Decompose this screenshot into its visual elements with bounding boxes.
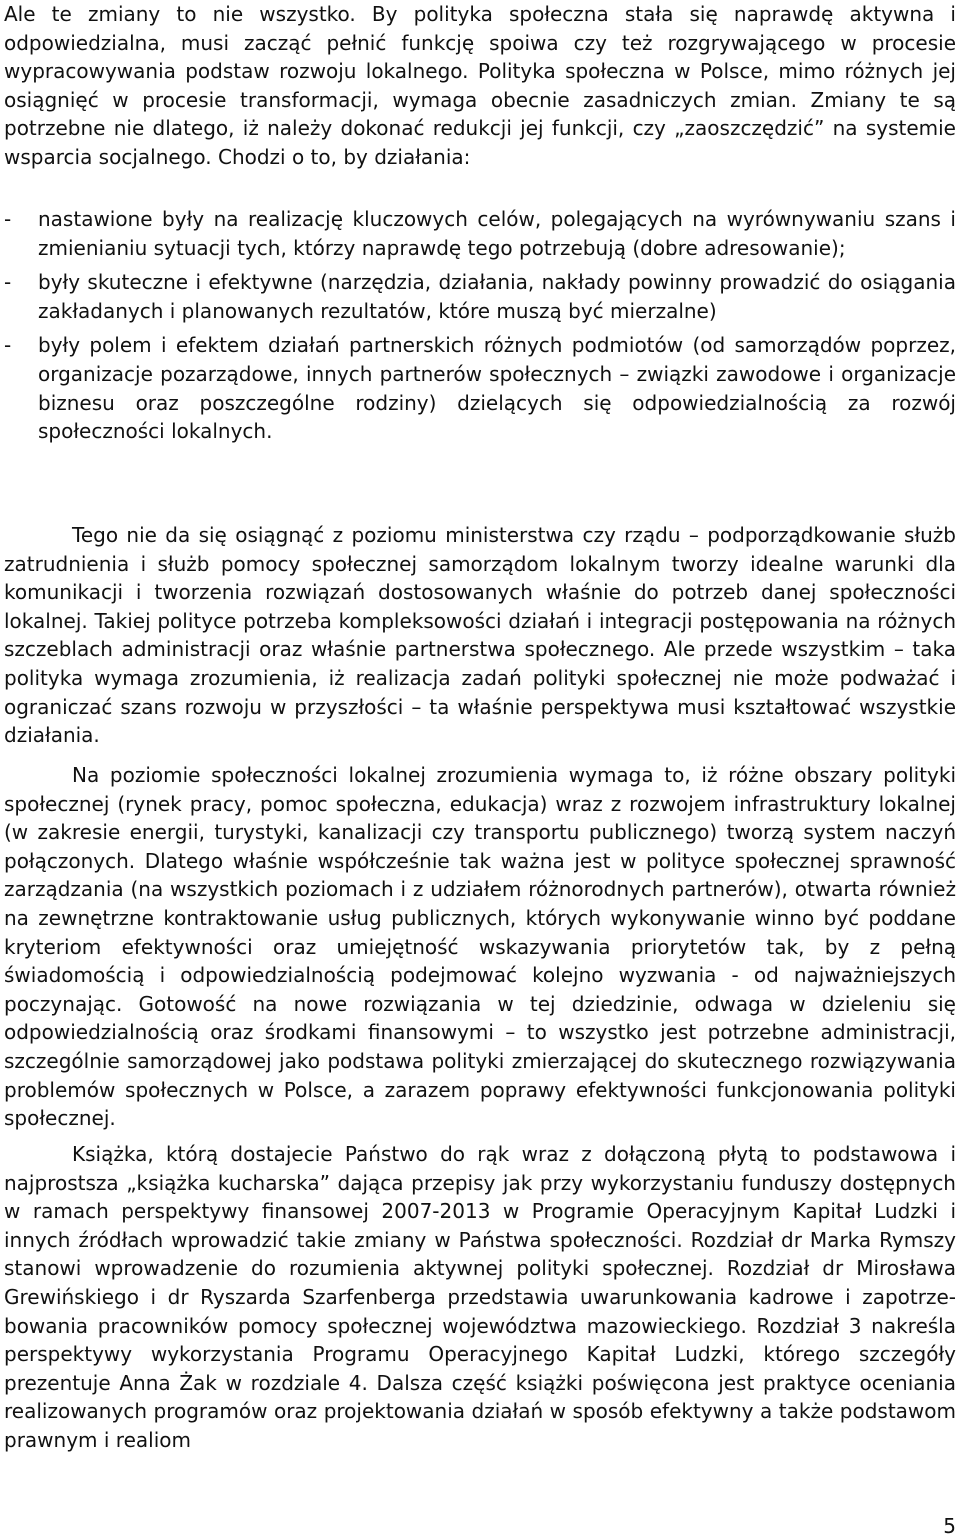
list-item-text: były polem i efektem działań partnerskich różnych podmiotów (od samorządów poprzez, organizacje pozarządowe, innych partnerów społecznych – związki zawodowe i organizacje biznesu oraz poszczególne rodziny) dzielących się odpowiedzialnością za rozwój społeczności lokalnych.	[38, 333, 956, 444]
list-item-text: nastawione były na realizację kluczowych celów, polegających na wyrównywaniu szans i zmienianiu sytuacji tych, którzy naprawdę tego potrzebują (dobre adresowanie);	[38, 207, 956, 260]
paragraph-tego: Tego nie da się osiągnąć z poziomu ministerstwa czy rządu – podporządkowanie służb zatrudnienia i służb pomocy społecznej samorządom lokalnym tworzy idealne warunki dla komunikacji i tworzenia rozwiązań dostosowanych właśnie do potrzeb danej społeczności lokalnej. Takiej polityce potrzeba kompleksowości działań i integracji postępowania na różnych szczeblach administracji oraz właśnie partnerstwa społecznego. Ale przede wszystkim – taka polityka wymaga zrozumienia, iż realizacja zadań polityki społecznej nie może podważać i ograniczać szans rozwoju w przyszłości – ta właśnie perspektywa musi kształtować wszystkie działania.	[4, 523, 956, 748]
paragraph-ksiazka: Książka, którą dostajecie Państwo do rąk wraz z dołączoną płytą to podstawowa i najprostsza „książka kucharska” dająca przepisy jak przy wykorzystaniu funduszy dostępnych w ramach perspektywy finansowej 2007-2013 w Programie Operacyjnym Kapitał Ludzki i innych źródłach wprowadzić takie zmiany w Państwa społeczności. Rozdział dr Marka Rymszy stanowi wprowadzenie do rozumienia aktywnej polityki społecznej. Rozdział dr Mirosława Grewińskiego i dr Ryszarda Szarfenberga przedstawia uwarunkowania kadrowe i zapotrze-bowania pracowników pomocy społecznej województwa mazowieckiego. Rozdział 3 nakreśla perspektywy wykorzystania Programu Operacyjnego Kapitał Ludzki, którego szczegóły prezentuje Anna Żak w rozdziale 4. Dalsza część książki poświęcona jest praktyce oceniania realizowanych programów oraz projektowania działań w sposób efektywny a także podstawom prawnym i realiom	[4, 1142, 956, 1452]
intro-paragraph: Ale te zmiany to nie wszystko. By polityka społeczna stała się naprawdę aktywna i odpowiedzialna, musi zacząć pełnić funkcję spoiwa czy też rozgrywającego w procesie wypracowywania podstaw rozwoju lokalnego. Polityka społeczna w Polsce, mimo różnych jej osiągnięć w procesie transformacji, wymaga obecnie zasadniczych zmian. Zmiany te są potrzebne nie dlatego, iż należy dokonać redukcji jej funkcji, czy „zaoszczędzić” na systemie wsparcia socjalnego. Chodzi o to, by działania:	[4, 2, 956, 169]
dash-marker: -	[4, 270, 12, 295]
list-item	[4, 268, 956, 325]
dash-marker: -	[4, 333, 12, 358]
list-item-text: były skuteczne i efektywne (narzędzia, działania, nakłady powinny prowadzić do osiągania zakładanych i planowanych rezultatów, które muszą być mierzalne)	[38, 270, 956, 323]
page-number: 5	[943, 1514, 956, 1538]
dash-marker: -	[4, 207, 12, 231]
list-item	[4, 331, 956, 445]
list-item	[4, 205, 956, 262]
bullet-list	[4, 205, 956, 452]
paragraph-na-poziomie: Na poziomie społeczności lokalnej zrozumienia wymaga to, iż różne obszary polityki społecznej (rynek pracy, pomoc społeczna, edukacja) wraz z rozwojem infrastruktury lokalnej (w zakresie energii, turystyki, kanalizacji czy transportu publicznego) tworzą system naczyń połączonych. Dlatego właśnie współcześnie tak ważna jest w polityce społecznej sprawność zarządzania (na wszystkich poziomach i z udziałem różnorodnych partnerów), otwarta również na zewnętrzne kontraktowanie usług publicznych, których wykonywanie winno być poddane kryteriom efektywności oraz umiejętność wskazywania priorytetów tak, by z pełną świadomością i odpowiedzialnością podejmować kolejno wyzwania - od najważniejszych poczynając. Gotowość na nowe rozwiązania w tej dziedzinie, odwaga w dzieleniu się odpowiedzialnością oraz środkami finansowymi – to wszystko jest potrzebne administracji, szczególnie samorządowej jako podstawa polityki zmierzającej do skutecznego rozwiązywania problemów społecznych w Polsce, a zarazem poprawy efektywności funkcjonowania polityki społecznej.	[4, 763, 956, 1131]
